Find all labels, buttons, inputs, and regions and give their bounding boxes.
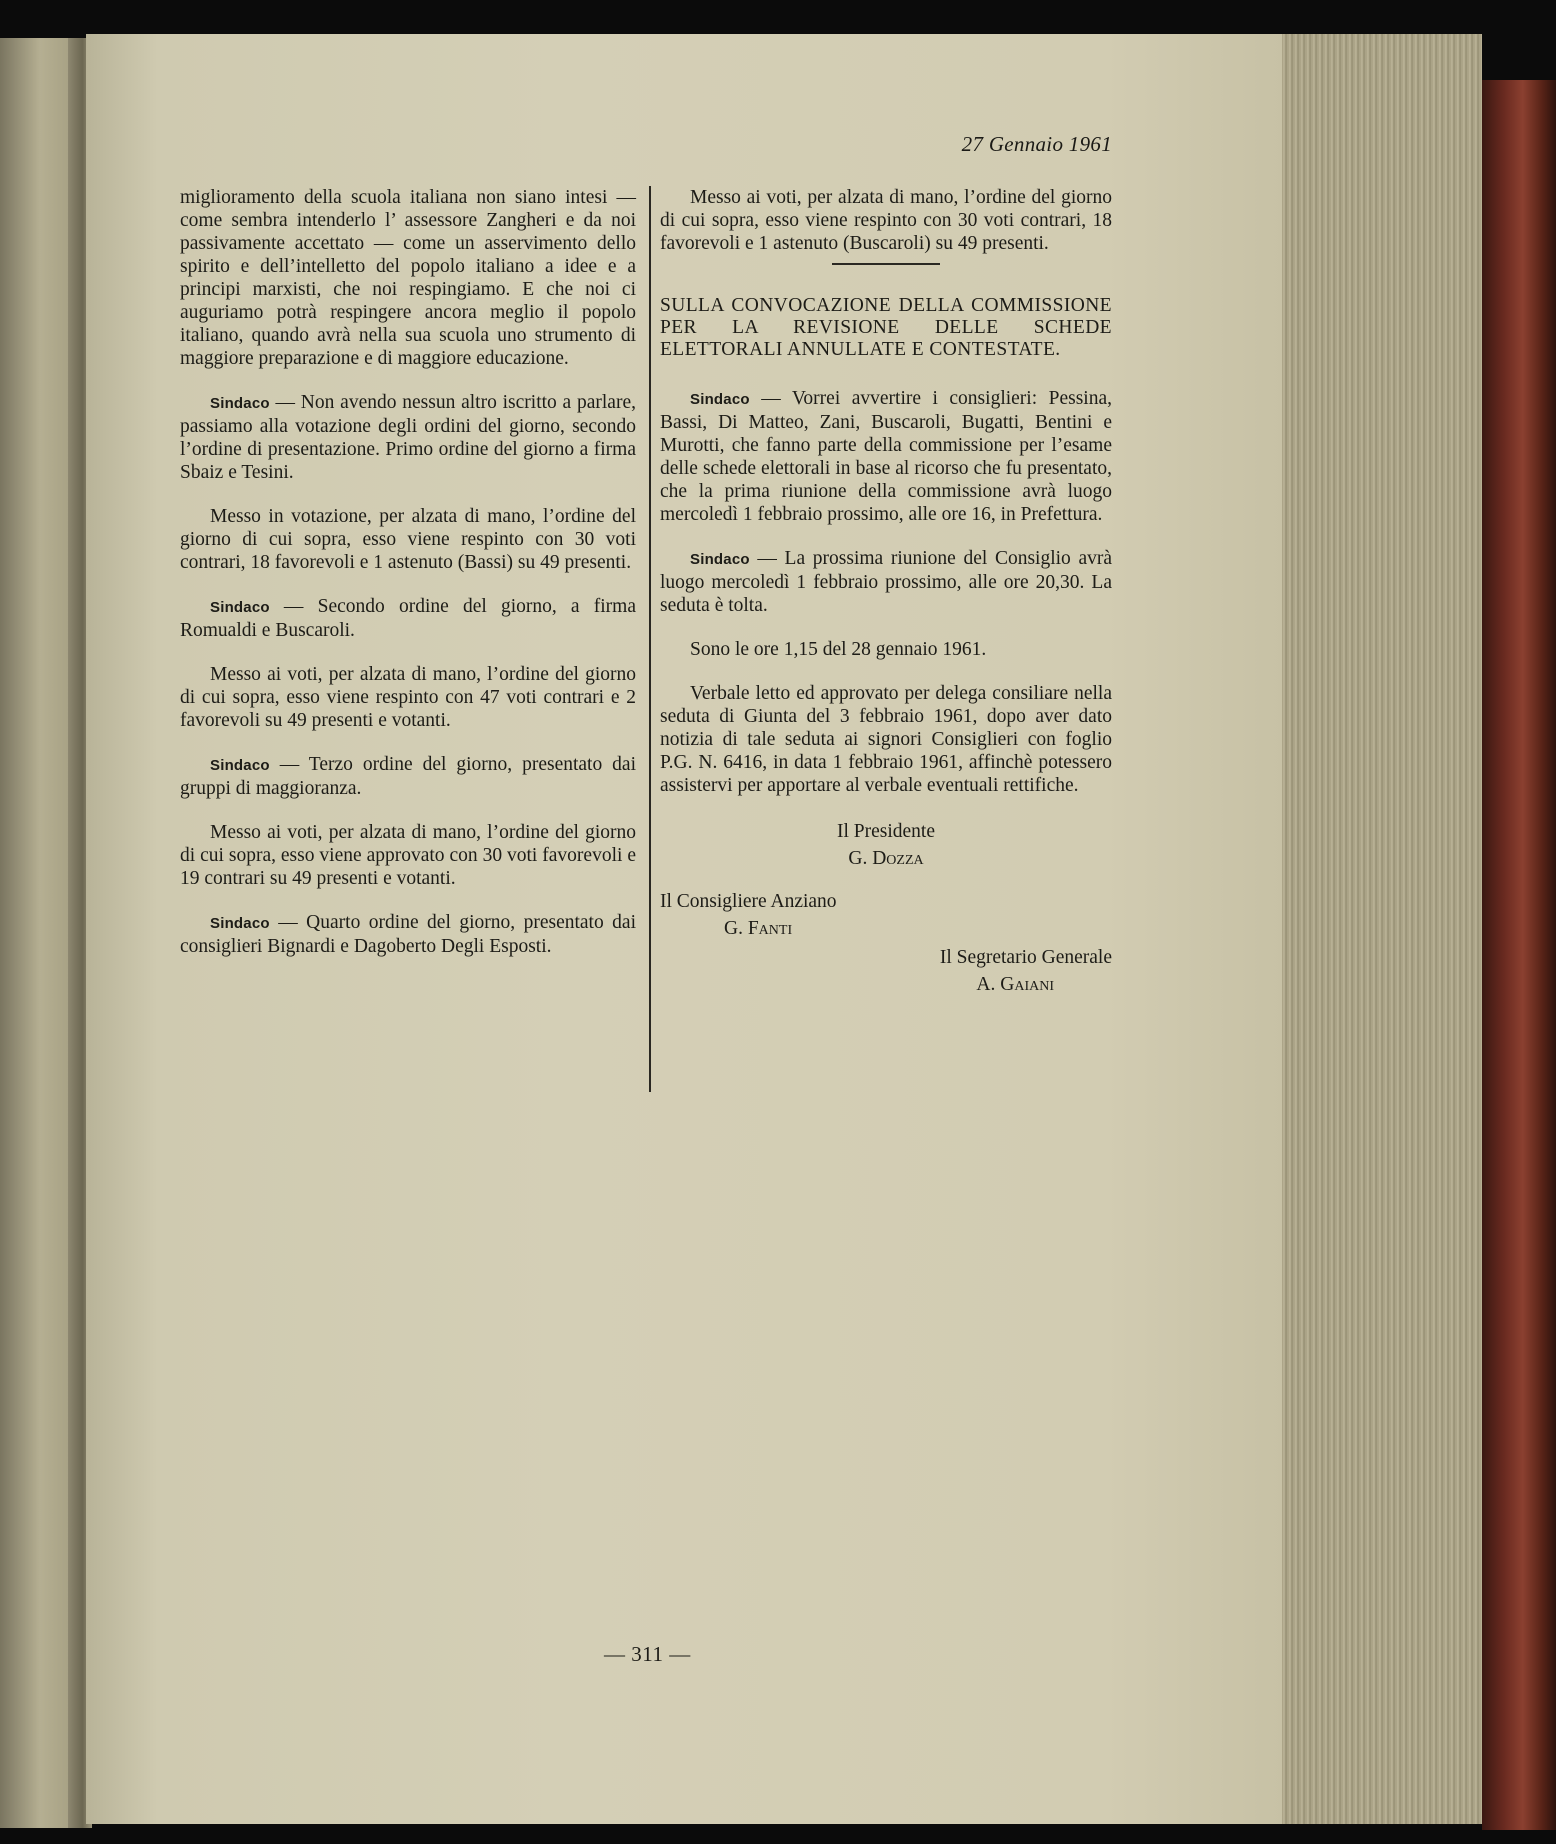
paragraph-text: — Vorrei avvertire i consiglieri: Pessina, Bassi, Di Matteo, Zani, Buscaroli, Bugatti, Bentini e Murotti, che fanno parte della commissione per l’esame delle schede elettorali in base al ricorso che fu presentato, che la prima riunione della commissione avrà luogo mercoledì 1 febbraio prossimo, alle ore 16, in Prefettura. [660,387,1112,525]
paragraph: miglioramento della scuola italiana non siano intesi — come sembra intenderlo l’ assessore Zangheri e da noi passivamente accettato — come un asservimento dello spirito e dell’intelletto del popolo italiano a idee e a principi marxisti, che noi respingiamo. E che noi ci auguriamo potrà respingere ancora meglio il popolo italiano, quando avrà nella sua scuola uno strumento di maggiore preparazione e di maggiore educazione. [180,187,636,369]
paragraph [660,387,1112,526]
paragraph: Messo ai voti, per alzata di mano, l’ordine del giorno di cui sopra, esso viene approvato con 30 voti favorevoli e 19 contrari su 49 presenti e votanti. [180,822,636,889]
secretary-name: A. Gaiani [976,973,1054,995]
page-stack-edges [1282,34,1482,1824]
paragraph [180,753,636,800]
speaker-label: Sindaco [690,390,750,408]
elder-signature [660,888,1112,942]
speaker-label: Sindaco [210,599,270,616]
speaker-label: Sindaco [210,757,270,774]
signature-block [660,818,1112,998]
president-name: G. Dozza [848,847,924,869]
paragraph-text: — Terzo ordine del giorno, presentato dai gruppi di maggioranza. [180,754,636,799]
paragraph: Messo ai voti, per alzata di mano, l’ordine del giorno di cui sopra, esso viene respinto con 47 voti contrari e 2 favorevoli su 49 presenti e votanti. [180,664,636,731]
paragraph: Messo ai voti, per alzata di mano, l’ordine del giorno di cui sopra, esso viene respinto con 30 voti contrari, 18 favorevoli e 1 astenuto (Buscaroli) su 49 presenti. [660,187,1112,254]
elder-title: Il Consigliere Anziano [660,890,837,912]
marbled-cover [1482,80,1556,1830]
paragraph-text: — Quarto ordine del giorno, presentato dai consiglieri Bignardi e Dagoberto Degli Esposti. [180,912,636,957]
paragraph: Verbale letto ed approvato per delega consiliare nella seduta di Giunta del 3 febbraio 1961, dopo aver dato notizia di tale seduta ai signori Consiglieri con foglio P.G. N. 6416, in data 1 febbraio 1961, affinchè potessero assistervi per apportare al verbale eventuali rettifiche. [660,682,1112,796]
right-column [660,186,1112,998]
page-number: — 311 — [604,1642,691,1666]
page-header-date: 27 Gennaio 1961 [961,132,1112,156]
paragraph: Sono le ore 1,15 del 28 gennaio 1961. [690,638,987,660]
secretary-title: Il Segretario Generale [939,946,1112,968]
president-title: Il Presidente [836,820,935,842]
speaker-label: Sindaco [210,915,270,932]
paragraph [180,911,636,958]
section-heading: SULLA CONVOCAZIONE DELLA COMMISSIONE PER LA REVISIONE DELLE SCHEDE ELETTORALI ANNULLATE E CONTESTATE. [660,294,1112,360]
paragraph-text: — La prossima riunione del Consiglio avrà luogo mercoledì 1 febbraio prossimo, alle ore 20,30. La seduta è tolta. [660,547,1112,616]
paragraph: Messo in votazione, per alzata di mano, l’ordine del giorno di cui sopra, esso viene respinto con 30 voti contrari, 18 favorevoli e 1 astenuto (Bassi) su 49 presenti. [180,506,636,573]
speaker-label: Sindaco [690,550,750,568]
secretary-signature [660,944,1112,998]
elder-name: G. Fanti [724,917,793,939]
left-column [180,186,636,979]
paragraph-text: — Secondo ordine del giorno, a firma Romualdi e Buscaroli. [180,596,636,641]
paragraph [180,595,636,642]
column-divider [649,186,651,1092]
speaker-label: Sindaco [210,395,270,412]
paragraph [180,391,636,484]
section-divider [832,263,940,265]
paragraph [660,547,1112,617]
paragraph-text: — Non avendo nessun altro iscritto a parlare, passiamo alla votazione degli ordini del giorno, secondo l’ordine di presentazione. Primo ordine del giorno a firma Sbaiz e Tesini. [180,392,636,483]
